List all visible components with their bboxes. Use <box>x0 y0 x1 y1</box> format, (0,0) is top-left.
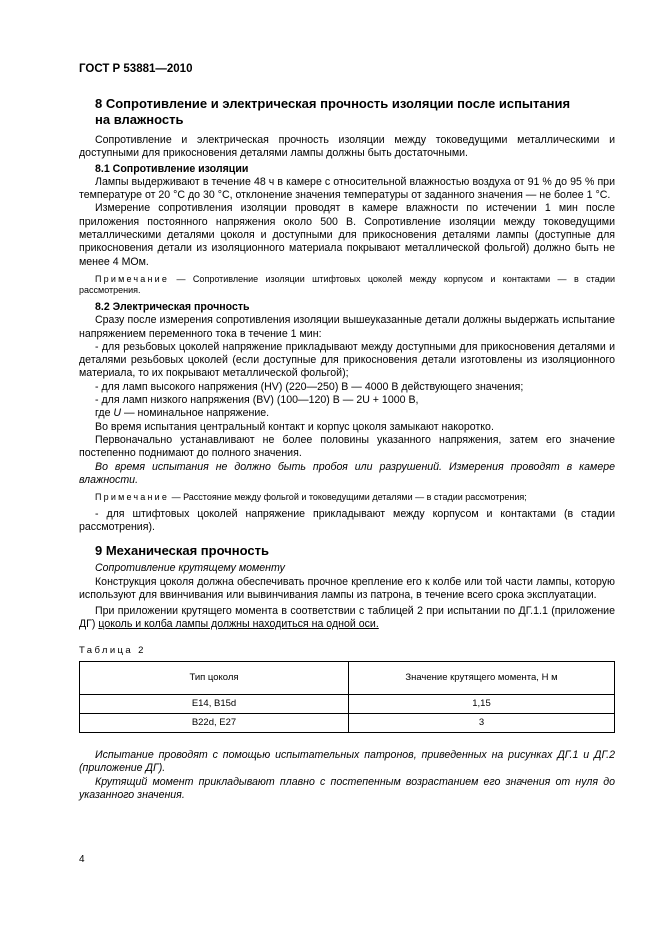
table-cell: В22d, Е27 <box>80 714 349 733</box>
section-8-1-para1: Лампы выдерживают в течение 48 ч в камере с относительной влажностью воздуха от 91 % до 95 % при температуре от 20 °С до 30 °С, отклонение значения температуры от заданного значения — не более 1 °С. <box>79 175 615 202</box>
table-header: Тип цоколя <box>80 662 349 695</box>
section-9-para1: Конструкция цоколя должна обеспечивать прочное крепление его к колбе или той части лампы, которую используют для ввинчивания или вывинчивания лампы из патрона, в течение всего срока эксплуатации. <box>79 575 615 601</box>
bullet-high-voltage: - для ламп высокого напряжения (HV) (220—250) В — 4000 В действующего значения; <box>95 380 524 393</box>
section-8-title: 8 Сопротивление и электрическая прочность изоляции после испытания на влажность <box>95 96 571 127</box>
note-2: Примечание — Расстояние между фольгой и токоведущими деталями — в стадии рассмотрения; <box>95 492 527 503</box>
bullet-pin-caps: - для штифтовых цоколей напряжение прикладывают между корпусом и контактами (в стадии рассмотрения). <box>79 507 615 533</box>
table-cell: 3 <box>349 714 615 733</box>
torque-table <box>79 661 615 733</box>
table-caption: Таблица 2 <box>79 644 146 656</box>
section-9-para2: При приложении крутящего момента в соответствии с таблицей 2 при испытании по ДГ.1.1 (приложение ДГ) цоколь и колба лампы должны находиться на одной оси. <box>79 605 615 631</box>
section-8-1-para2: Измерение сопротивления изоляции проводят в камере влажности по истечении 1 мин после приложения постоянного напряжения около 500 В. Сопротивление изоляции между токоведущими металлическими деталями цоколя и доступными для прикосновения деталями лампы (доступные для прикосновения детали из изоляционного материала покрывают металлической фольгой) должно быть не менее 4 МОм. <box>79 202 615 268</box>
section-8-2-para3: Первоначально устанавливают не более половины указанного напряжения, затем его значение постепенно поднимают до полного значения. <box>79 433 615 460</box>
document-header: ГОСТ Р 53881—2010 <box>79 63 193 75</box>
bullet-low-voltage: - для ламп низкого напряжения (BV) (100—120) В — 2U + 1000 В, <box>95 394 419 407</box>
section-9-subtitle: Сопротивление крутящему моменту <box>95 562 285 575</box>
section-8-1-title: 8.1 Сопротивление изоляции <box>95 162 249 175</box>
table-cell: Е14, В15d <box>80 695 349 714</box>
note-1: Примечание — Сопротивление изоляции штифтовых цоколей между корпусом и контактами — в стадии рассмотрения. <box>79 273 615 296</box>
bullet-threaded-caps: - для резьбовых цоколей напряжение прикладывают между доступными для прикосновения деталями и деталями резьбовых цоколей (если доступные для прикосновения детали изготовлены из изоляционного материала, то их покрывают металлической фольгой); <box>79 340 615 380</box>
where-clause: где U — номинальное напряжение. <box>95 407 270 420</box>
page-number: 4 <box>79 854 85 865</box>
page-body <box>79 60 615 802</box>
table-cell: 1,15 <box>349 695 615 714</box>
section-8-2-title: 8.2 Электрическая прочность <box>95 300 250 313</box>
section-9-para4: Крутящий момент прикладывают плавно с постепенным возрастанием его значения от нуля до указанного значения. <box>79 775 615 801</box>
section-8-2-para1: Сразу после измерения сопротивления изоляции вышеуказанные детали должны выдержать испытание напряжением переменного тока в течение 1 мин: <box>79 314 615 340</box>
section-9-title: 9 Механическая прочность <box>95 543 269 559</box>
section-8-2-para4: Во время испытания не должно быть пробоя или разрушений. Измерения проводят в камере влажности. <box>79 460 615 486</box>
table-header: Значение крутящего момента, Н м <box>349 662 615 695</box>
section-9-para3: Испытание проводят с помощью испытательных патронов, приведенных на рисунках ДГ.1 и ДГ.2 (приложение ДГ). <box>79 749 615 775</box>
section-8-intro: Сопротивление и электрическая прочность изоляции между токоведущими металлическими и доступными для прикосновения деталями лампы должны быть достаточными. <box>79 134 615 160</box>
section-8-2-para2: Во время испытания центральный контакт и корпус цоколя замыкают накоротко. <box>95 420 494 433</box>
